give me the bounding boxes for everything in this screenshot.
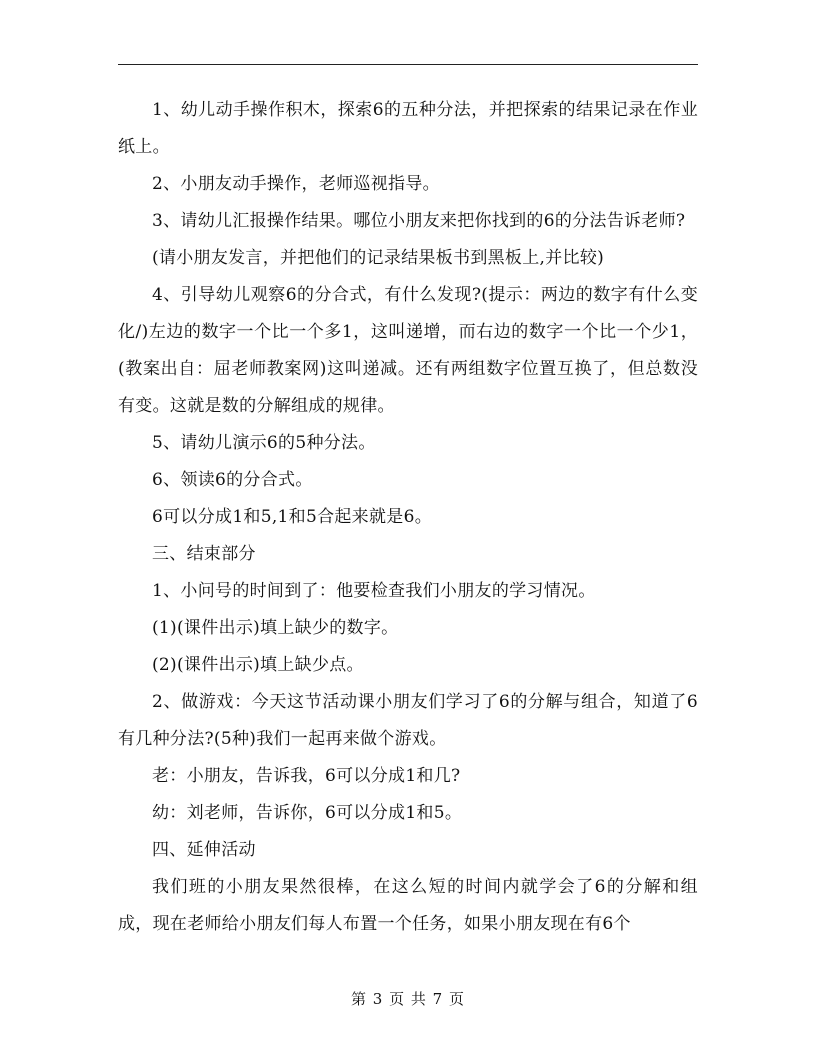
paragraph: 3、请幼儿汇报操作结果。哪位小朋友来把你找到的6的分法告诉老师? (152, 211, 686, 231)
paragraph: (请小朋友发言，并把他们的记录结果板书到黑板上,并比较) (152, 248, 605, 268)
dialogue-line: 幼：刘老师，告诉你，6可以分成1和5。 (152, 803, 463, 823)
paragraph: 1、小问号的时间到了：他要检查我们小朋友的学习情况。 (152, 581, 596, 601)
paragraph: 5、请幼儿演示6的5种分法。 (152, 433, 376, 453)
header-rule (118, 64, 698, 65)
page-footer: 第 3 页 共 7 页 (351, 990, 465, 1008)
paragraph: 6可以分成1和5,1和5合起来就是6。 (152, 507, 432, 527)
document-body (118, 92, 698, 943)
section-heading: 三、结束部分 (152, 544, 256, 564)
paragraph: 2、做游戏：今天这节活动课小朋友们学习了6的分解与组合，知道了6有几种分法?(5种)我们一起再来做个游戏。 (118, 692, 698, 749)
paragraph: 1、幼儿动手操作积木，探索6的五种分法，并把探索的结果记录在作业纸上。 (118, 100, 698, 157)
paragraph: 我们班的小朋友果然很棒，在这么短的时间内就学会了6的分解和组成，现在老师给小朋友们每人布置一个任务，如果小朋友现在有6个 (118, 877, 698, 934)
paragraph: (1)(课件出示)填上缺少的数字。 (152, 618, 399, 638)
dialogue-line: 老：小朋友，告诉我，6可以分成1和几? (152, 766, 461, 786)
paragraph: 6、领读6的分合式。 (152, 470, 313, 490)
paragraph: 2、小朋友动手操作，老师巡视指导。 (152, 174, 440, 194)
paragraph: 4、引导幼儿观察6的分合式，有什么发现?(提示：两边的数字有什么变化/)左边的数字一个比一个多1，这叫递增，而右边的数字一个比一个少1，(教案出自：屈老师教案网)这叫递减。还有两组数字位置互换了，但总数没有变。这就是数的分解组成的规律。 (118, 285, 698, 416)
paragraph: (2)(课件出示)填上缺少点。 (152, 655, 364, 675)
section-heading: 四、延伸活动 (152, 840, 256, 860)
